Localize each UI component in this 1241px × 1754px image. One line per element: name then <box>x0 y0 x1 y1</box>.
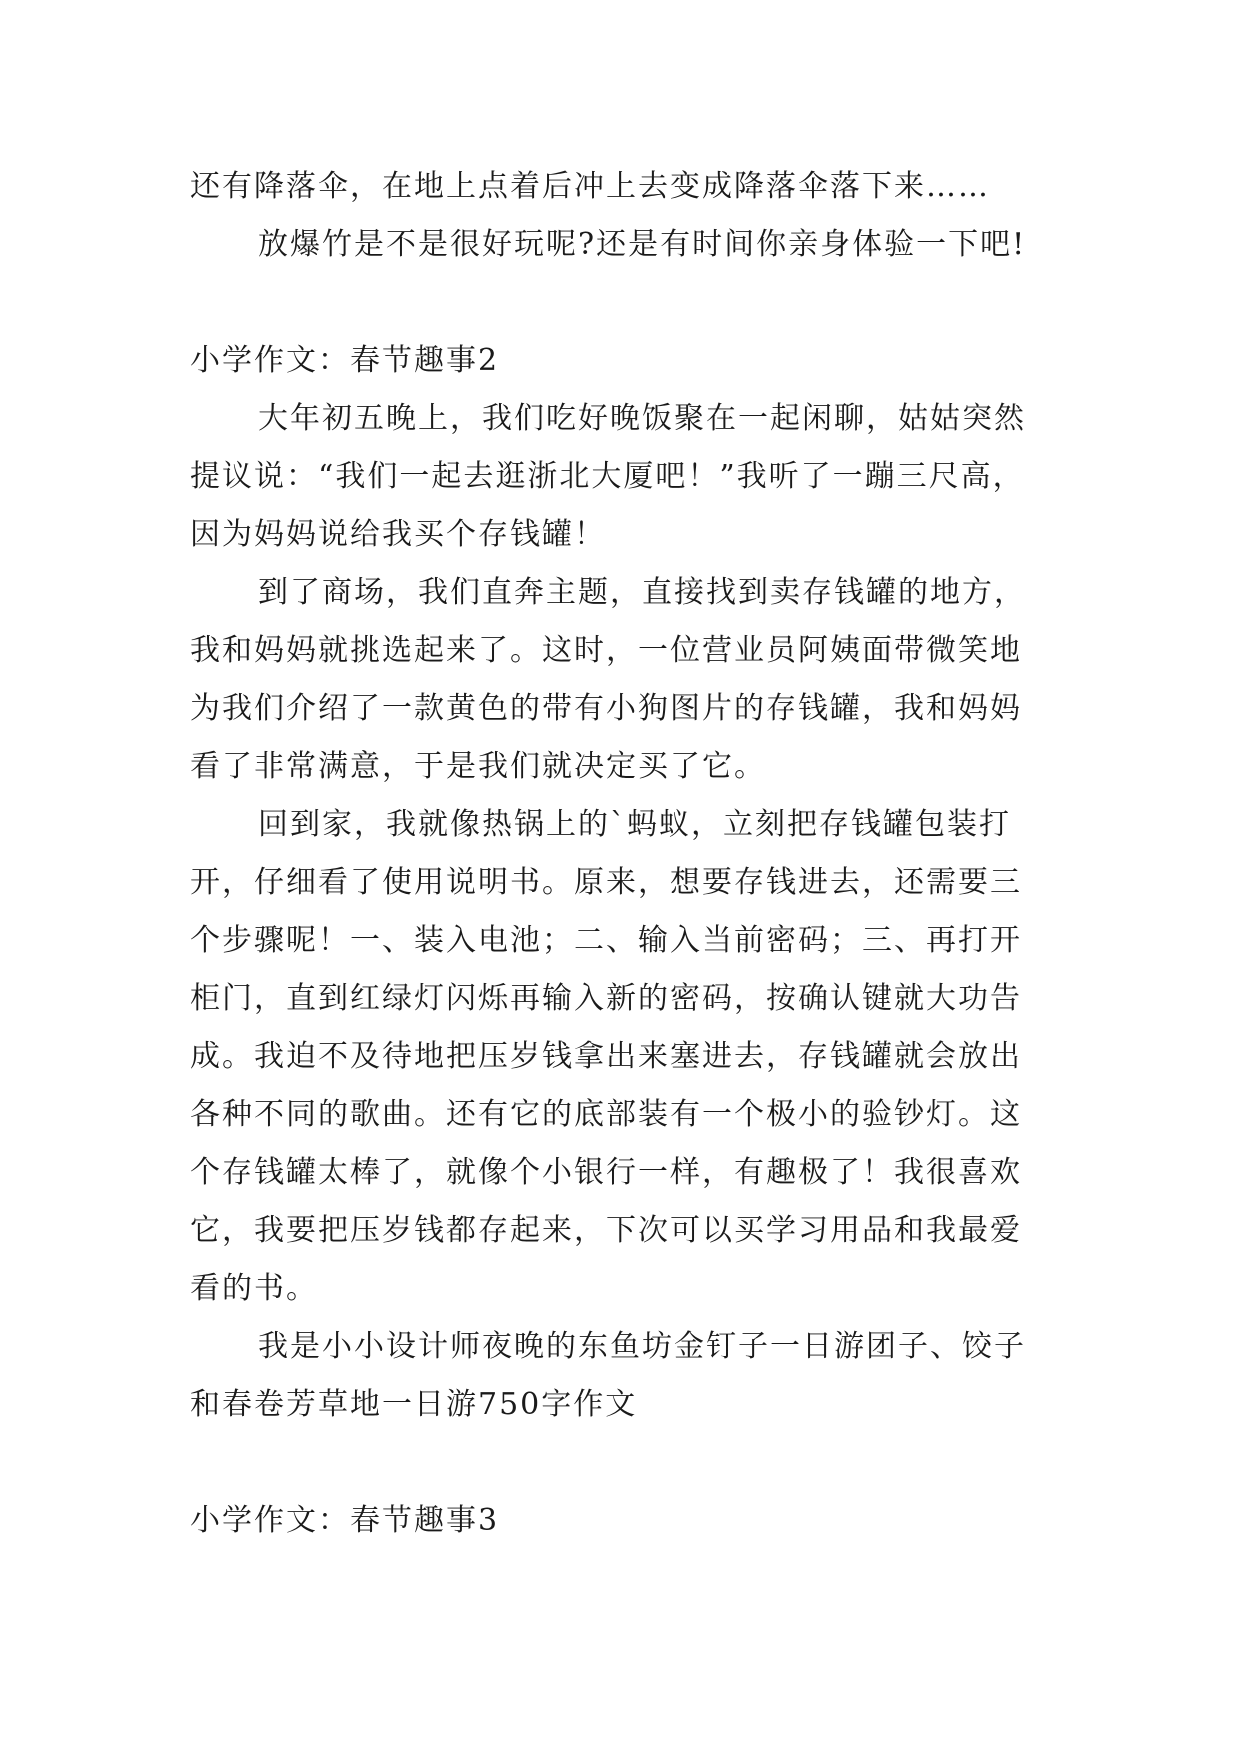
body-line: 为我们介绍了一款黄色的带有小狗图片的存钱罐，我和妈妈 <box>190 691 1022 726</box>
body-line: 还有降落伞，在地上点着后冲上去变成降落伞落下来…… <box>190 169 990 204</box>
body-line: 个步骤呢！一、装入电池；二、输入当前密码；三、再打开 <box>190 923 1022 958</box>
document-body <box>190 158 1060 1550</box>
body-line: 大年初五晚上，我们吃好晚饭聚在一起闲聊，姑姑突然 <box>258 401 1026 436</box>
body-line: 它，我要把压岁钱都存起来，下次可以买学习用品和我最爱 <box>190 1213 1022 1248</box>
body-line: 柜门，直到红绿灯闪烁再输入新的密码，按确认键就大功告 <box>190 981 1022 1016</box>
body-line: 放爆竹是不是很好玩呢?还是有时间你亲身体验一下吧! <box>258 227 1027 262</box>
paragraph-gap <box>190 1434 1060 1492</box>
body-line: 看的书。 <box>190 1271 318 1306</box>
body-line: 和春卷芳草地一日游750字作文 <box>190 1387 638 1422</box>
body-line: 我是小小设计师夜晚的东鱼坊金钉子一日游团子、饺子 <box>258 1329 1026 1364</box>
section-title: 小学作文：春节趣事3 <box>190 1503 500 1538</box>
body-line: 我和妈妈就挑选起来了。这时，一位营业员阿姨面带微笑地 <box>190 633 1022 668</box>
paragraph-gap <box>190 274 1060 332</box>
body-line: 开，仔细看了使用说明书。原来，想要存钱进去，还需要三 <box>190 865 1022 900</box>
body-line: 成。我迫不及待地把压岁钱拿出来塞进去，存钱罐就会放出 <box>190 1039 1022 1074</box>
body-line: 各种不同的歌曲。还有它的底部装有一个极小的验钞灯。这 <box>190 1097 1022 1132</box>
body-line: 个存钱罐太棒了，就像个小银行一样，有趣极了！我很喜欢 <box>190 1155 1022 1190</box>
body-line: 因为妈妈说给我买个存钱罐！ <box>190 517 606 552</box>
body-line: 提议说：“我们一起去逛浙北大厦吧！”我听了一蹦三尺高， <box>190 459 1025 494</box>
body-line: 回到家，我就像热锅上的`蚂蚁，立刻把存钱罐包装打 <box>258 807 1011 842</box>
body-line: 到了商场，我们直奔主题，直接找到卖存钱罐的地方， <box>258 575 1026 610</box>
section-title: 小学作文：春节趣事2 <box>190 343 500 378</box>
body-line: 看了非常满意，于是我们就决定买了它。 <box>190 749 766 784</box>
